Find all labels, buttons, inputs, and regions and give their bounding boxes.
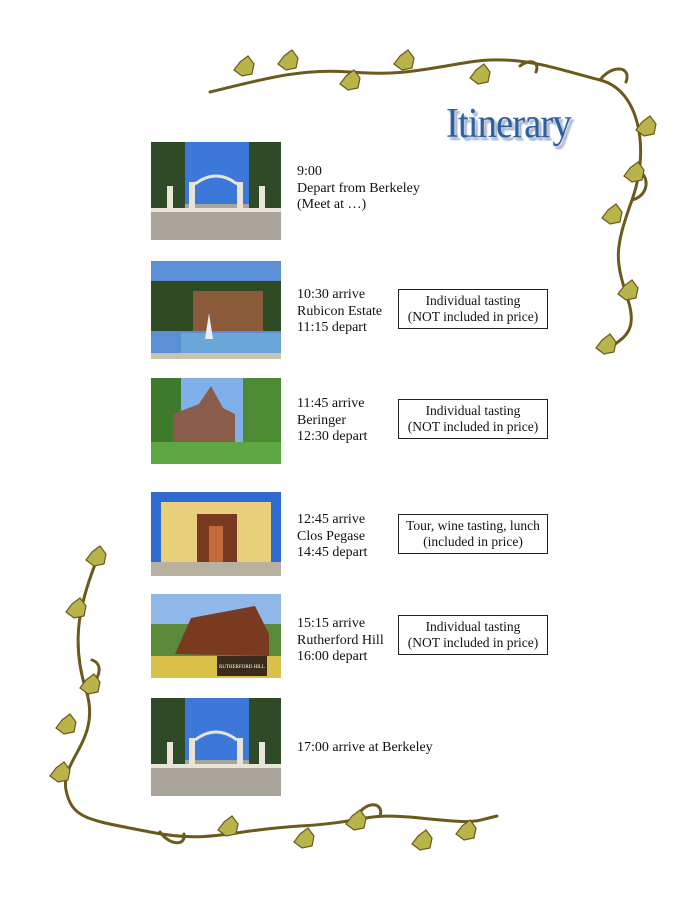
sign-text: RUTHERFORD HILL bbox=[219, 665, 265, 670]
tasting-note-box bbox=[398, 514, 548, 554]
note-price-line: (NOT included in price) bbox=[407, 419, 539, 434]
note-line: Individual tasting bbox=[425, 293, 521, 308]
stop-detail-line: 16:00 depart bbox=[297, 649, 368, 664]
stop-place-line: Clos Pegase bbox=[297, 528, 366, 544]
note-line: Individual tasting bbox=[425, 403, 521, 418]
stop-time-line: 10:30 arrive bbox=[297, 287, 366, 302]
stop-place-line: Rutherford Hill bbox=[297, 632, 384, 648]
tasting-note-box bbox=[398, 615, 548, 655]
sather-gate-photo bbox=[151, 142, 281, 240]
stop-place-line: Depart from Berkeley bbox=[297, 180, 420, 196]
itinerary-stop-rubicon-estate bbox=[151, 261, 551, 361]
stop-time-line: 15:15 arrive bbox=[297, 616, 366, 631]
sather-gate-photo bbox=[151, 698, 281, 796]
itinerary-stop-rutherford-hill bbox=[151, 594, 551, 680]
stop-time-line: 9:00 bbox=[297, 164, 322, 179]
stop-detail-line: 14:45 depart bbox=[297, 545, 368, 560]
rutherford-hill-photo bbox=[151, 594, 281, 678]
clos-pegase-photo bbox=[151, 492, 281, 576]
stop-detail-line: (Meet at …) bbox=[297, 197, 367, 212]
page-title: Itinerary bbox=[446, 101, 571, 147]
itinerary-stop-clos-pegase bbox=[151, 492, 551, 578]
note-price-line: (included in price) bbox=[423, 534, 523, 549]
note-line: Tour, wine tasting, lunch bbox=[406, 518, 540, 533]
itinerary-stop-berkeley-depart bbox=[151, 142, 551, 242]
stop-place-line: Rubicon Estate bbox=[297, 303, 383, 319]
note-price-line: (NOT included in price) bbox=[407, 635, 539, 650]
itinerary-stop-berkeley-arrive bbox=[151, 698, 551, 798]
stop-time-line: 11:45 arrive bbox=[297, 396, 365, 411]
note-price-line: (NOT included in price) bbox=[407, 309, 539, 324]
stop-time-line: 12:45 arrive bbox=[297, 512, 366, 527]
itinerary-stop-beringer bbox=[151, 378, 551, 466]
stop-time-line: 17:00 arrive at Berkeley bbox=[297, 740, 433, 755]
rubicon-estate-photo bbox=[151, 261, 281, 359]
tasting-note-box bbox=[398, 289, 548, 329]
stop-place-line: Beringer bbox=[297, 412, 346, 428]
stop-detail-line: 11:15 depart bbox=[297, 320, 367, 335]
note-line: Individual tasting bbox=[425, 619, 521, 634]
beringer-photo bbox=[151, 378, 281, 464]
tasting-note-box bbox=[398, 399, 548, 439]
stop-detail-line: 12:30 depart bbox=[297, 429, 368, 444]
